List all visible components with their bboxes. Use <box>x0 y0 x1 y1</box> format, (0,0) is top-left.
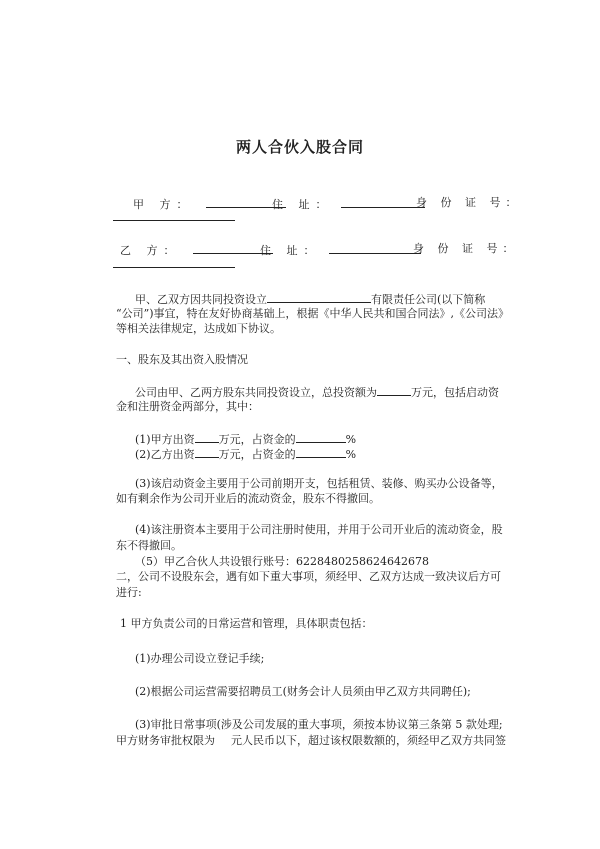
party-b-id-blank <box>113 256 235 268</box>
section-1-heading: 一、股东及其出资入股情况 <box>116 353 248 366</box>
startup-fund-line-1: (3)该启动资金主要用于公司前期开支，包括租赁、装修、购买办公设备等， <box>135 477 503 490</box>
party-b-id-line <box>113 256 235 272</box>
duty-item-1: (1)办理公司设立登记手续; <box>135 652 265 665</box>
party-a-amount-blank <box>195 431 219 443</box>
party-a-percent-blank <box>296 431 346 443</box>
investment-line-1 <box>135 384 499 400</box>
party-b-percent-blank <box>296 446 346 458</box>
approval-text: 甲方财务审批权限为 <box>116 734 215 747</box>
party-a-id-line <box>113 209 235 225</box>
contribution-label: (2)乙方出资 <box>135 448 195 461</box>
party-a-address-label: 住 址： <box>272 198 333 211</box>
investment-line-2: 金和注册资金两部分，其中： <box>116 400 259 413</box>
party-b-label: 乙 方： <box>120 244 181 257</box>
party-a-id <box>416 196 522 210</box>
party-a-id-blank <box>113 209 235 221</box>
registered-capital-line-1: (4)该注册资本主要用于公司注册时使用，并用于公司开业后的流动资金，股 <box>135 523 503 536</box>
intro-text: 甲、乙双方因共同投资设立 <box>135 293 267 306</box>
registered-capital-line-2: 东不得撤回。 <box>116 539 182 552</box>
percent-sign: % <box>345 448 357 461</box>
contribution-text: 万元，占资金的 <box>218 433 296 446</box>
party-b-contribution <box>135 446 356 462</box>
contribution-label: (1)甲方出资 <box>135 433 195 446</box>
intro-line-2: “公司”)事宜，特在友好协商基础上，根据《中华人民共和国合同法》,《公司法》 <box>116 307 510 320</box>
total-investment-blank <box>377 384 411 396</box>
investment-text: 万元，包括启动资 <box>411 386 499 399</box>
party-b-address-label: 住 址： <box>260 244 321 257</box>
party-b-amount-blank <box>195 446 219 458</box>
duty-item-3-line-1: (3)审批日常事项(涉及公司发展的重大事项，须按本协议第三条第 5 款处理; <box>135 718 503 731</box>
company-name-blank <box>267 291 371 303</box>
section-2-line-2: 进行: <box>116 586 142 599</box>
party-a-duties-heading: 1 甲方负责公司的日常运营和管理，具体职责包括： <box>120 617 373 630</box>
party-b-id-label: 身 份 证 号： <box>413 242 519 255</box>
investment-text: 公司由甲、乙两方股东共同投资设立，总投资额为 <box>135 386 377 399</box>
document-title: 两人合伙入股合同 <box>235 138 364 156</box>
party-b-address-blank <box>329 242 421 254</box>
party-a-id-label: 身 份 证 号： <box>416 196 522 209</box>
approval-text: 元人民币以下，超过该权限数额的，须经甲乙双方共同签 <box>231 734 506 747</box>
intro-text: 有限责任公司(以下简称 <box>371 293 486 306</box>
intro-line-1 <box>135 291 485 307</box>
party-b-address <box>260 242 421 258</box>
party-b-id <box>413 242 519 256</box>
bank-account-line: （5）甲乙合伙人共设银行账号：6228480258624642678 <box>135 555 429 568</box>
duty-item-3-line-2 <box>116 734 506 748</box>
contribution-text: 万元，占资金的 <box>218 448 296 461</box>
startup-fund-line-2: 如有剩余作为公司开业后的流动资金，股东不得撤回。 <box>116 492 380 505</box>
percent-sign: % <box>345 433 357 446</box>
section-2-line-1: 二，公司不设股东会，遇有如下重大事项，须经甲、乙双方达成一致决议后方可 <box>116 570 501 583</box>
party-a-contribution <box>135 431 356 447</box>
party-a-label: 甲 方： <box>133 198 194 211</box>
party-a-address-blank <box>341 196 425 208</box>
party-a-address <box>272 196 425 212</box>
duty-item-2: (2)根据公司运营需要招聘员工(财务会计人员须由甲乙双方共同聘任); <box>135 685 471 698</box>
intro-line-3: 等相关法律规定，达成如下协议。 <box>116 322 281 335</box>
